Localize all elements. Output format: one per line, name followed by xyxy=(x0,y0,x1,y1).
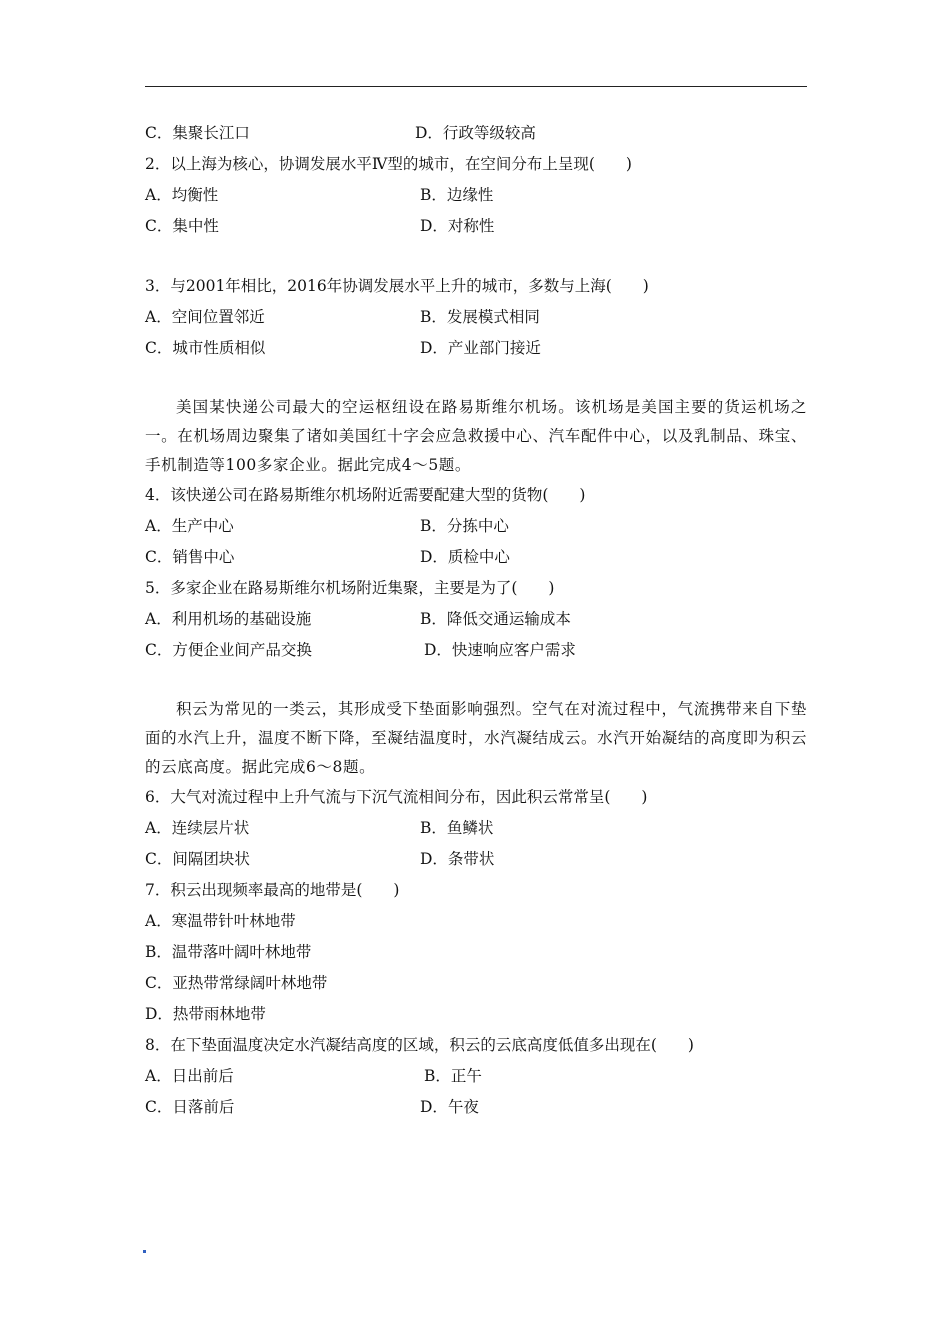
q8-option-c: C．日落前后 xyxy=(145,1098,235,1116)
q3-option-d: D．产业部门接近 xyxy=(420,339,541,357)
q2-option-a: A．均衡性 xyxy=(145,186,219,204)
q4-option-b: B．分拣中心 xyxy=(420,517,509,535)
q2-options-cd xyxy=(145,211,807,242)
q5-option-a: A．利用机场的基础设施 xyxy=(145,610,312,628)
exam-page xyxy=(145,118,807,1123)
q4-stem: 4．该快递公司在路易斯维尔机场附近需要配建大型的货物( ) xyxy=(145,486,586,504)
q3-options-cd xyxy=(145,333,807,364)
q3-option-b: B．发展模式相同 xyxy=(420,308,540,326)
q2-option-b: B．边缘性 xyxy=(420,186,494,204)
q5-stem: 5．多家企业在路易斯维尔机场附近集聚，主要是为了( ) xyxy=(145,579,555,597)
header-rule xyxy=(145,86,807,87)
q5-options-cd xyxy=(145,635,807,666)
q3-options-ab xyxy=(145,302,807,333)
q6-option-c: C．间隔团块状 xyxy=(145,850,250,868)
q7-option-a: A．寒温带针叶林地带 xyxy=(145,912,296,930)
q6-option-d: D．条带状 xyxy=(420,850,495,868)
q5-options-ab xyxy=(145,604,807,635)
q8-option-d: D．午夜 xyxy=(420,1098,479,1116)
q6-options-cd xyxy=(145,844,807,875)
q1-option-d: D．行政等级较高 xyxy=(415,124,536,142)
q7-option-b: B．温带落叶阔叶林地带 xyxy=(145,943,312,961)
q3-option-c: C．城市性质相似 xyxy=(145,339,266,357)
q7-option-d: D．热带雨林地带 xyxy=(145,1005,266,1023)
q4-option-d: D．质检中心 xyxy=(420,548,510,566)
q4-option-a: A．生产中心 xyxy=(145,517,234,535)
q5-option-d: D．快速响应客户需求 xyxy=(424,641,576,659)
q6-stem: 6．大气对流过程中上升气流与下沉气流相间分布，因此积云常常呈( ) xyxy=(145,788,648,806)
passage-cumulus: 积云为常见的一类云，其形成受下垫面影响强烈。空气在对流过程中，气流携带来自下垫面的水汽上升，温度不断下降，至凝结温度时，水汽凝结成云。水汽开始凝结的高度即为积云的云底高度。据此完成6～8题。 xyxy=(145,700,807,776)
q8-options-cd xyxy=(145,1092,807,1123)
q3-stem: 3．与2001年相比，2016年协调发展水平上升的城市，多数与上海( ) xyxy=(145,277,649,295)
q2-options-ab xyxy=(145,180,807,211)
q2-stem: 2．以上海为核心，协调发展水平Ⅳ型的城市，在空间分布上呈现( ) xyxy=(145,155,632,173)
q8-option-a: A．日出前后 xyxy=(145,1067,234,1085)
q2-option-c: C．集中性 xyxy=(145,217,219,235)
q7-stem: 7．积云出现频率最高的地带是( ) xyxy=(145,881,400,899)
footer-dot xyxy=(143,1250,146,1253)
q1-options-cd xyxy=(145,118,807,149)
passage-airport: 美国某快递公司最大的空运枢纽设在路易斯维尔机场。该机场是美国主要的货运机场之一。在机场周边聚集了诸如美国红十字会应急救援中心、汽车配件中心，以及乳制品、珠宝、手机制造等100多家企业。据此完成4～5题。 xyxy=(145,398,807,474)
q6-option-b: B．鱼鳞状 xyxy=(420,819,494,837)
q8-stem: 8．在下垫面温度决定水汽凝结高度的区域，积云的云底高度低值多出现在( ) xyxy=(145,1036,694,1054)
q7-option-c: C．亚热带常绿阔叶林地带 xyxy=(145,974,328,992)
q6-options-ab xyxy=(145,813,807,844)
q2-option-d: D．对称性 xyxy=(420,217,495,235)
q4-option-c: C．销售中心 xyxy=(145,548,235,566)
q6-option-a: A．连续层片状 xyxy=(145,819,250,837)
q5-option-b: B．降低交通运输成本 xyxy=(420,610,571,628)
q8-option-b: B．正午 xyxy=(424,1067,482,1085)
q5-option-c: C．方便企业间产品交换 xyxy=(145,641,312,659)
q3-option-a: A．空间位置邻近 xyxy=(145,308,265,326)
q1-option-c: C．集聚长江口 xyxy=(145,124,250,142)
q4-options-cd xyxy=(145,542,807,573)
q8-options-ab xyxy=(145,1061,807,1092)
q4-options-ab xyxy=(145,511,807,542)
